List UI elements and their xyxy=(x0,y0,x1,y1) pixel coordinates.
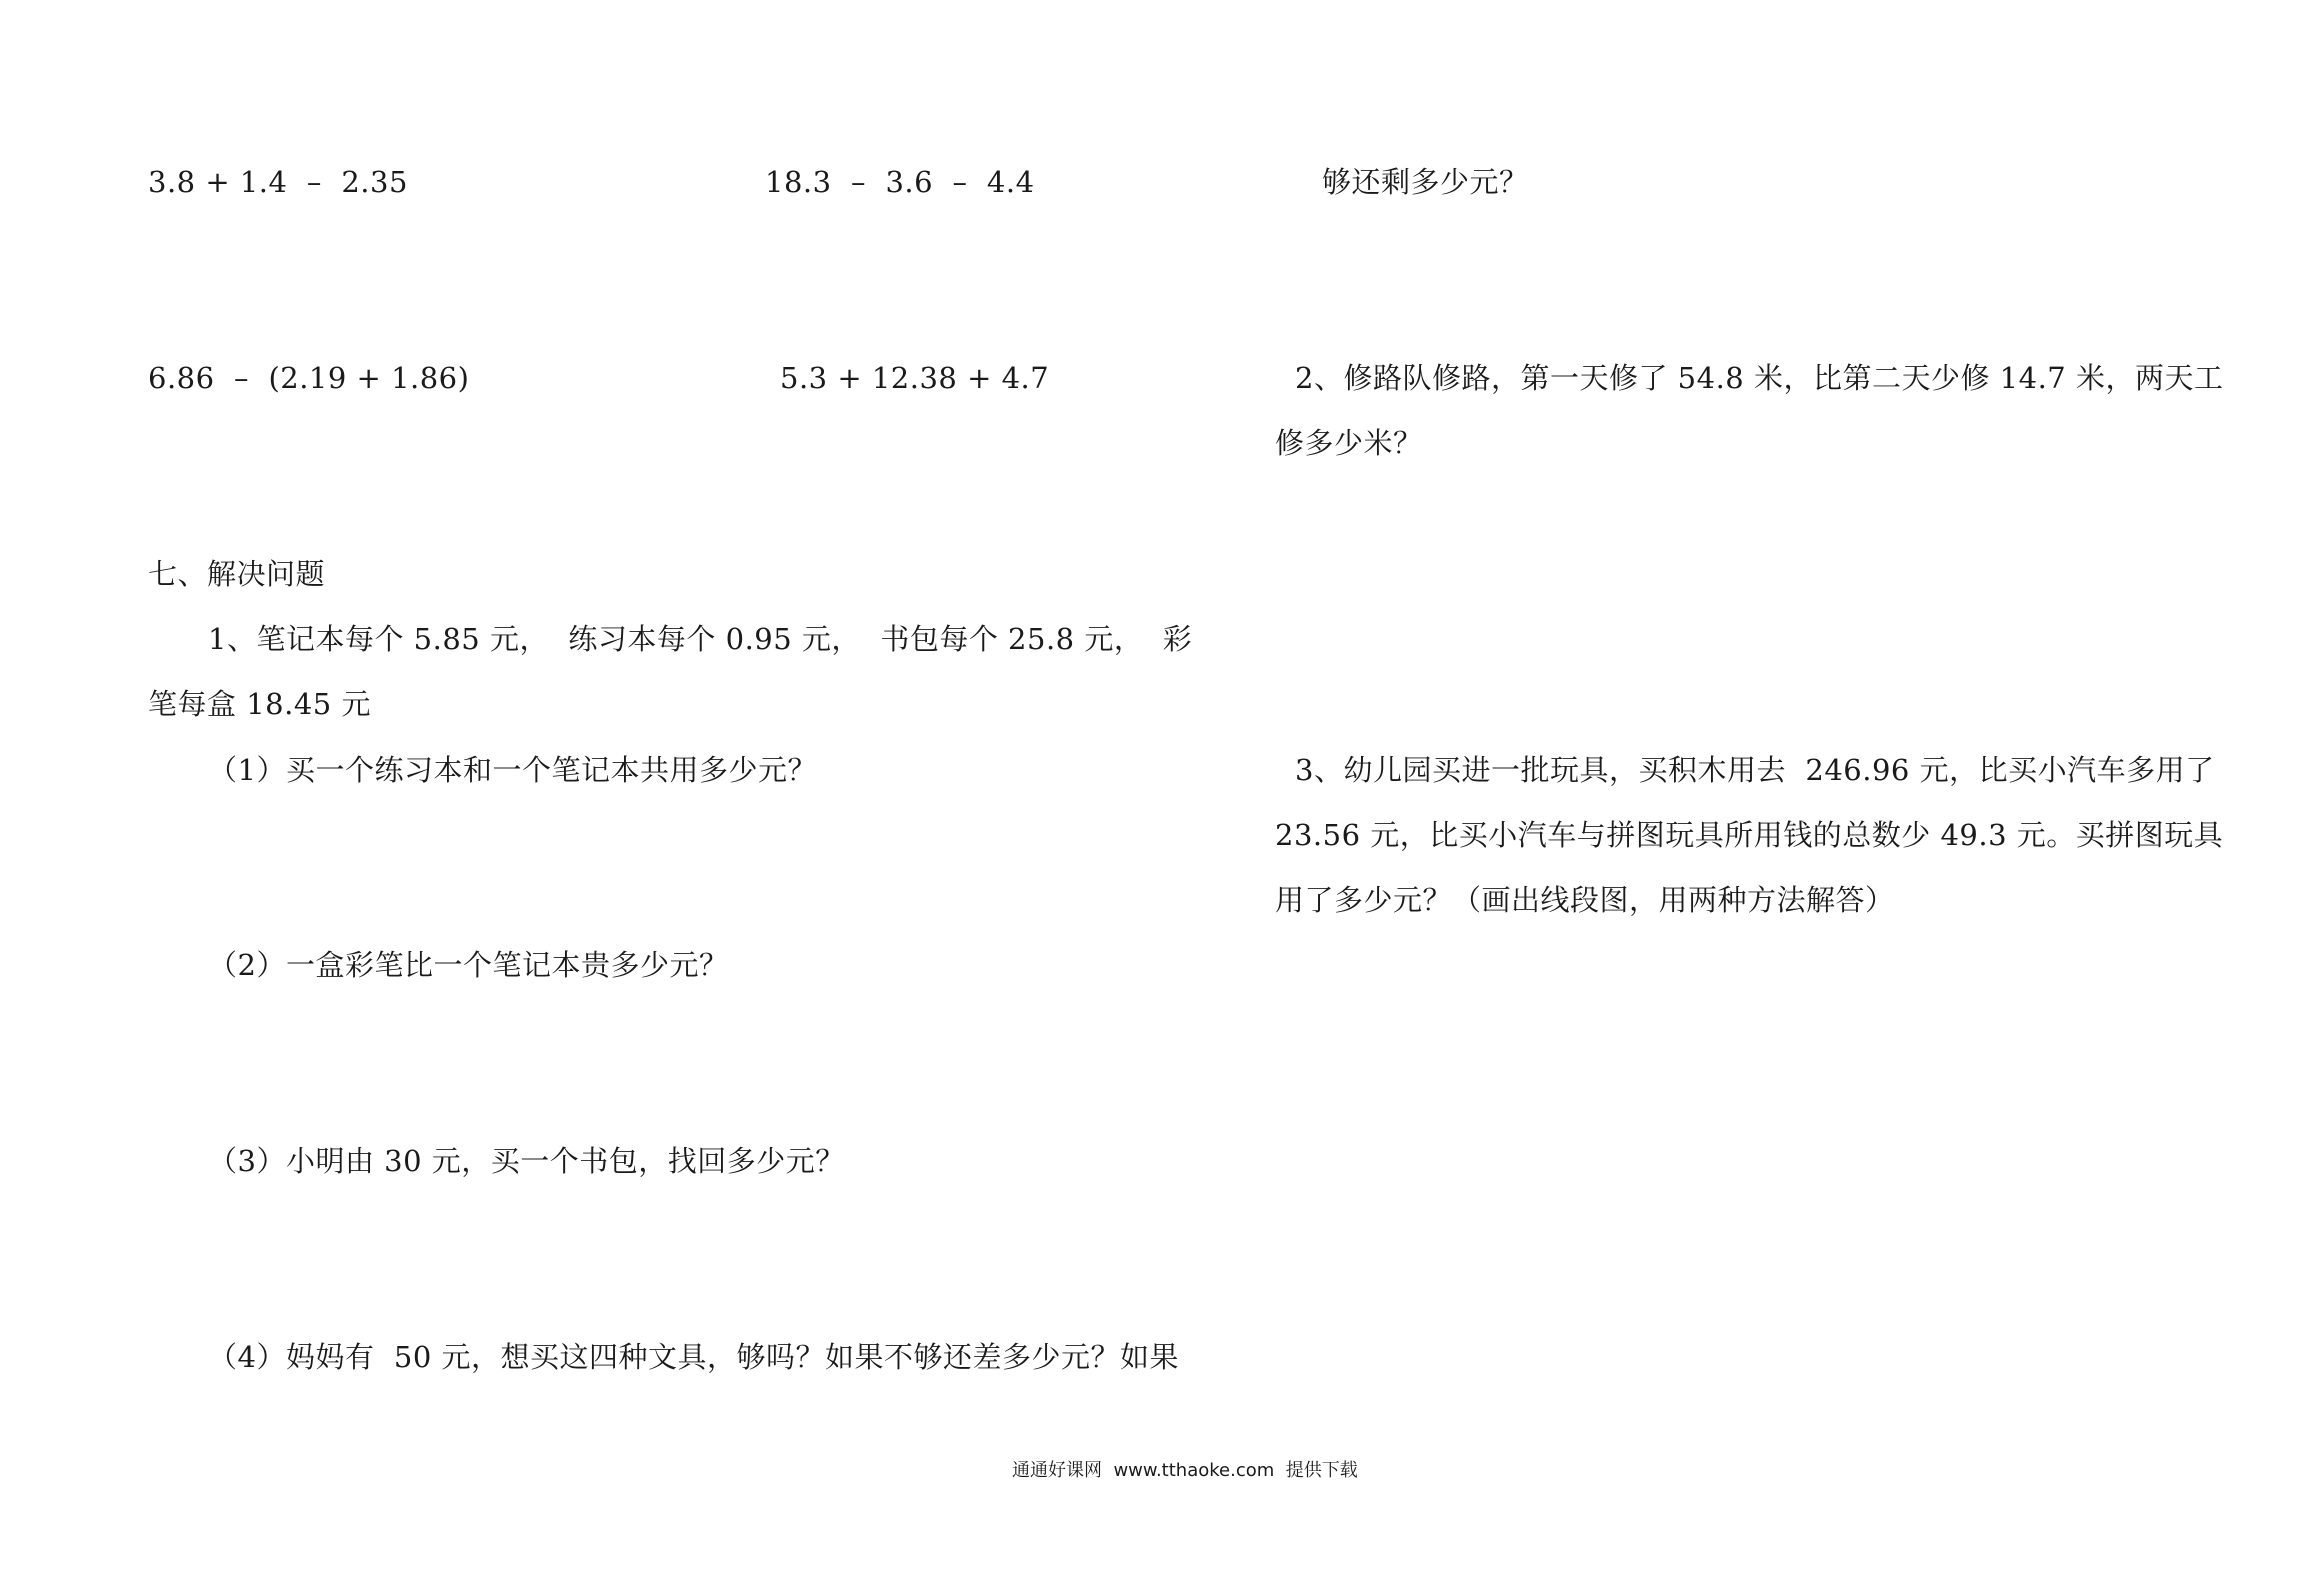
question-1-sub-3: （3）小明由 30 元，买一个书包，找回多少元？ xyxy=(208,1144,845,1178)
expression-3: 6.86 – (2.19 + 1.86) xyxy=(148,361,470,395)
question-1-sub-2: （2）一盒彩笔比一个笔记本贵多少元？ xyxy=(208,948,729,982)
question-1-line-2: 笔每盒 18.45 元 xyxy=(148,687,371,721)
expression-2: 18.3 – 3.6 – 4.4 xyxy=(765,165,1035,199)
question-2-line-2: 修多少米？ xyxy=(1275,426,1423,460)
question-1-sub-1: （1）买一个练习本和一个笔记本共用多少元？ xyxy=(208,753,817,787)
footer-credit: 通通好课网 www.tthaoke.com 提供下载 xyxy=(1012,1460,1358,1481)
section-title: 七、解决问题 xyxy=(148,557,326,591)
question-3-line-1: 3、幼儿园买进一批玩具，买积木用去 246.96 元，比买小汽车多用了 xyxy=(1295,753,2215,787)
expression-1: 3.8 + 1.4 – 2.35 xyxy=(148,165,408,199)
expression-4: 5.3 + 12.38 + 4.7 xyxy=(780,361,1050,395)
question-1-sub-4: （4）妈妈有 50 元，想买这四种文具，够吗？如果不够还差多少元？如果 xyxy=(208,1340,1180,1374)
question-3-line-2: 23.56 元，比买小汽车与拼图玩具所用钱的总数少 49.3 元。买拼图玩具 xyxy=(1275,818,2224,852)
question-2-line-1: 2、修路队修路，第一天修了 54.8 米，比第二天少修 14.7 米，两天工 xyxy=(1295,361,2224,395)
question-1-line-1: 1、笔记本每个 5.85 元， 练习本每个 0.95 元， 书包每个 25.8 元， 彩 xyxy=(208,622,1193,656)
question-3-line-3: 用了多少元？（画出线段图，用两种方法解答） xyxy=(1275,883,1895,917)
question-1-continuation: 够还剩多少元？ xyxy=(1322,165,1529,199)
